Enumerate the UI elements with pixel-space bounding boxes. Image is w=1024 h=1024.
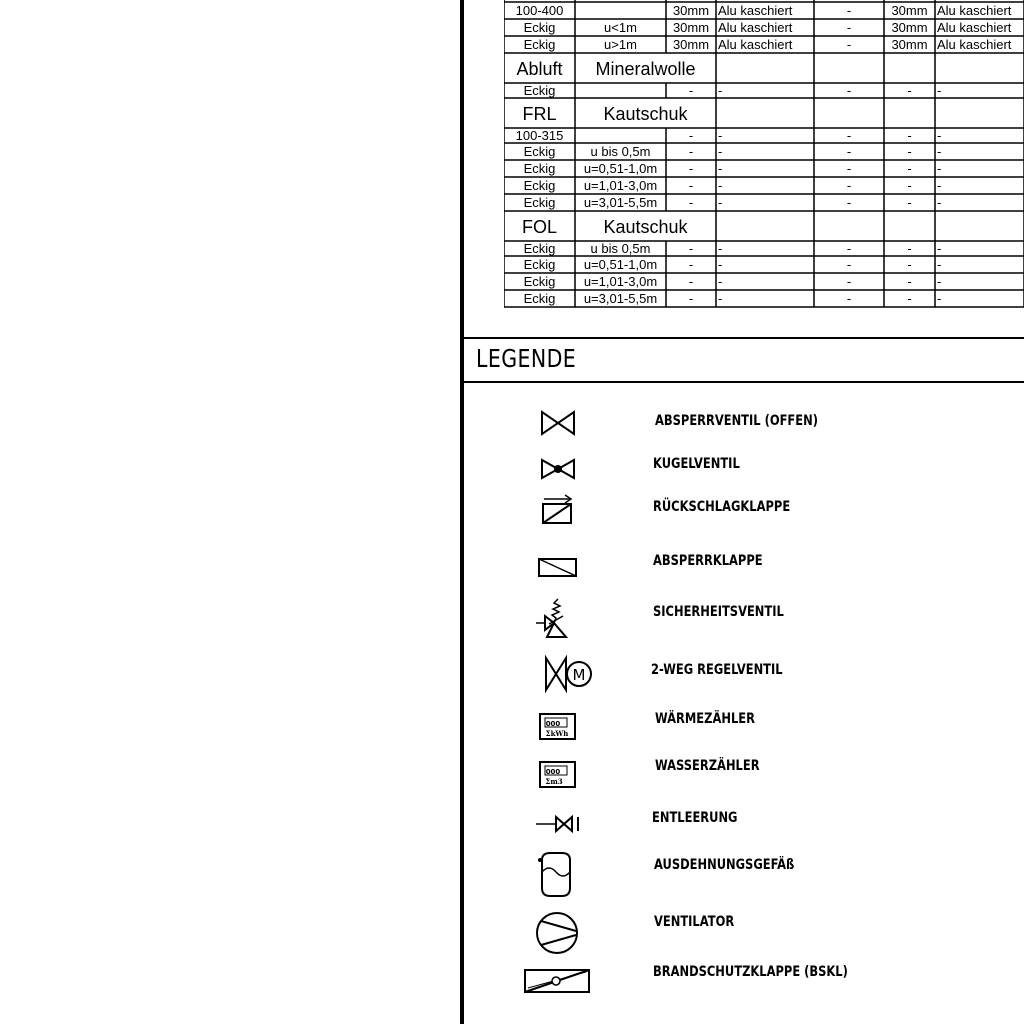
legend-label: WÄRMEZÄHLER <box>655 711 755 727</box>
table-cell: u bis 0,5m <box>590 143 651 159</box>
table-cell: - <box>937 82 942 98</box>
table-cell: - <box>718 127 723 143</box>
table-cell: - <box>718 194 723 210</box>
table-cell: - <box>846 256 852 272</box>
table-cell: - <box>937 160 942 176</box>
table-cell: Eckig <box>523 194 556 210</box>
meter-unit: Σm3 <box>545 777 563 786</box>
ausdehnungsgefaess-icon <box>534 850 578 900</box>
table-cell: - <box>688 256 694 272</box>
table-cell: 100-400 <box>515 2 564 18</box>
insulation-table <box>504 0 1024 310</box>
table-cell: - <box>907 160 912 176</box>
table-cell: - <box>718 290 723 306</box>
table-cell: - <box>688 240 694 256</box>
wasserzaehler-icon <box>538 760 578 790</box>
legend-label: ABSPERRKLAPPE <box>653 553 763 569</box>
table-cell: - <box>718 160 723 176</box>
table-cell: Alu kaschiert <box>718 36 793 52</box>
table-cell: u=1,01-3,0m <box>583 177 658 193</box>
table-cell: - <box>718 177 723 193</box>
legend-label: RÜCKSCHLAGKLAPPE <box>653 499 791 515</box>
table-cell: - <box>846 177 852 193</box>
table-cell: u=3,01-5,5m <box>583 194 658 210</box>
table-cell: - <box>937 194 942 210</box>
legend-label: ENTLEERUNG <box>652 810 738 826</box>
sicherheitsventil-icon <box>532 596 572 640</box>
motor-letter: M <box>572 666 586 684</box>
table-cell: Alu kaschiert <box>718 2 793 18</box>
legend-label: VENTILATOR <box>654 914 735 930</box>
table-cell: - <box>846 194 852 210</box>
table-cell: - <box>688 194 694 210</box>
table-cell: - <box>688 177 694 193</box>
absperrklappe-icon <box>536 556 580 580</box>
table-cell: - <box>846 160 852 176</box>
table-cell: - <box>846 2 852 18</box>
table-cell: - <box>718 82 723 98</box>
table-cell: Alu kaschiert <box>937 2 1012 18</box>
table-cell: Eckig <box>523 273 556 289</box>
legend-label: ABSPERRVENTIL (OFFEN) <box>655 413 818 429</box>
ventilator-icon <box>532 910 582 956</box>
table-cell: - <box>688 143 694 159</box>
table-cell: u bis 0,5m <box>590 240 651 256</box>
table-cell: - <box>688 160 694 176</box>
rueckschlagklappe-icon <box>538 494 578 526</box>
table-cell: - <box>718 256 723 272</box>
table-cell: u=0,51-1,0m <box>583 256 658 272</box>
table-cell: - <box>907 240 912 256</box>
table-group-cell: Mineralwolle <box>595 59 696 79</box>
table-cell: - <box>937 256 942 272</box>
meter-display: 000 <box>545 768 561 776</box>
table-cell: - <box>937 127 942 143</box>
table-cell: - <box>718 143 723 159</box>
table-cell: Eckig <box>523 290 556 306</box>
table-cell: 30mm <box>672 36 710 52</box>
table-cell: - <box>688 290 694 306</box>
table-cell: u<1m <box>604 19 637 35</box>
table-group-cell: FOL <box>521 217 557 237</box>
waermezaehler-icon <box>538 712 578 742</box>
table-cell: 30mm <box>672 19 710 35</box>
table-cell: - <box>718 273 723 289</box>
table-cell: 30mm <box>672 2 710 18</box>
table-cell: - <box>937 290 942 306</box>
table-cell: 100-315 <box>515 127 564 143</box>
table-cell: - <box>846 290 852 306</box>
table-cell: Alu kaschiert <box>937 19 1012 35</box>
entleerung-icon <box>534 814 584 834</box>
brandschutzklappe-icon <box>522 966 592 996</box>
table-cell: u=0,51-1,0m <box>583 160 658 176</box>
table-cell: - <box>937 143 942 159</box>
table-cell: - <box>846 127 852 143</box>
sheet-border-line <box>460 0 464 1024</box>
table-cell: 30mm <box>891 2 928 18</box>
legend-label: SICHERHEITSVENTIL <box>653 604 784 620</box>
table-cell: - <box>846 19 852 35</box>
table-cell: Eckig <box>523 256 556 272</box>
table-cell: - <box>688 127 694 143</box>
absperrventil-icon <box>538 410 578 436</box>
table-cell: Eckig <box>523 36 556 52</box>
table-cell: Eckig <box>523 19 556 35</box>
legend-top-rule <box>462 337 1024 339</box>
table-group-cell: Kautschuk <box>603 104 688 124</box>
table-cell: u>1m <box>604 36 637 52</box>
table-cell: - <box>718 240 723 256</box>
kugelventil-icon <box>538 456 578 482</box>
table-cell: - <box>688 82 694 98</box>
table-cell: Eckig <box>523 177 556 193</box>
table-cell: Alu kaschiert <box>718 19 793 35</box>
table-cell: - <box>937 273 942 289</box>
regelventil-icon <box>542 655 596 693</box>
meter-unit: ΣkWh <box>545 729 569 738</box>
table-cell: - <box>688 273 694 289</box>
table-cell: - <box>846 82 852 98</box>
table-cell: Eckig <box>523 82 556 98</box>
table-group-cell: Abluft <box>516 59 563 79</box>
table-cell: Eckig <box>523 143 556 159</box>
table-cell: - <box>907 194 912 210</box>
table-cell: - <box>907 143 912 159</box>
legend-label: WASSERZÄHLER <box>655 758 760 774</box>
table-cell: - <box>907 256 912 272</box>
table-cell: 30mm <box>891 19 928 35</box>
table-cell: Alu kaschiert <box>937 36 1012 52</box>
table-cell: - <box>846 143 852 159</box>
table-cell: Eckig <box>523 160 556 176</box>
table-cell: - <box>937 177 942 193</box>
table-cell: u=3,01-5,5m <box>583 290 658 306</box>
table-cell: - <box>937 240 942 256</box>
legend-label: AUSDEHNUNGSGEFÄß <box>654 857 795 873</box>
table-group-cell: FRL <box>522 104 557 124</box>
legend-title: LEGENDE <box>476 344 577 373</box>
table-cell: - <box>846 273 852 289</box>
table-group-cell: Kautschuk <box>603 217 688 237</box>
table-cell: - <box>907 82 912 98</box>
table-cell: - <box>907 290 912 306</box>
legend-label: BRANDSCHUTZKLAPPE (BSKL) <box>653 964 848 980</box>
table-cell: u=1,01-3,0m <box>583 273 658 289</box>
meter-display: 000 <box>545 720 561 728</box>
table-cell: - <box>846 36 852 52</box>
legend-label: 2-WEG REGELVENTIL <box>651 662 783 678</box>
table-cell: - <box>846 240 852 256</box>
table-cell: Eckig <box>523 240 556 256</box>
table-cell: - <box>907 273 912 289</box>
legend-label: KUGELVENTIL <box>653 456 740 472</box>
table-cell: - <box>907 177 912 193</box>
table-cell: - <box>907 127 912 143</box>
table-cell: 30mm <box>891 36 928 52</box>
legend-title-rule <box>462 381 1024 383</box>
